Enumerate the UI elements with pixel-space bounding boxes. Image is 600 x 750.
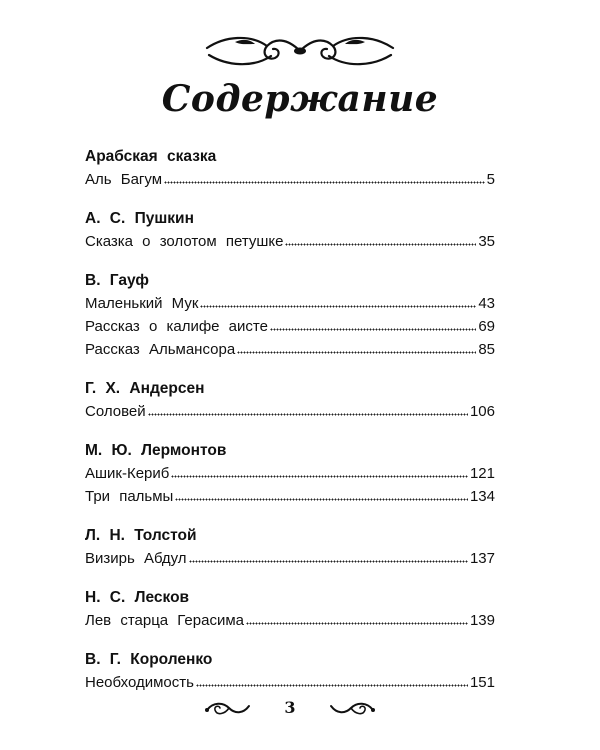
- entry-title: Визирь Абдул: [85, 550, 187, 567]
- section-author: В. Г. Короленко: [85, 651, 213, 668]
- entry-page: 121: [469, 465, 495, 482]
- entry-title: Три пальмы: [85, 488, 174, 505]
- dot-leader: [285, 242, 476, 246]
- toc-entry: [85, 338, 495, 361]
- entry-page: 134: [469, 488, 495, 505]
- entry-page: 137: [469, 550, 495, 567]
- section-author: Арабская сказка: [85, 148, 217, 165]
- entry-page: 69: [478, 318, 495, 335]
- section-author: Л. Н. Толстой: [85, 527, 197, 544]
- toc-section: [85, 378, 495, 423]
- table-of-contents: [85, 146, 495, 711]
- section-author: Н. С. Лесков: [85, 589, 190, 606]
- toc-entry: [85, 547, 495, 570]
- dot-leader: [164, 180, 485, 184]
- entry-title: Необходимость: [85, 674, 194, 691]
- right-swirl-ornament: [327, 694, 377, 722]
- dot-leader: [237, 350, 476, 354]
- entry-page: 35: [478, 233, 495, 250]
- toc-entry: [85, 315, 495, 338]
- toc-section: [85, 440, 495, 508]
- dot-leader: [171, 474, 468, 478]
- section-author: М. Ю. Лермонтов: [85, 442, 227, 459]
- entry-page: 106: [469, 403, 495, 420]
- dot-leader: [148, 412, 468, 416]
- section-author: Г. Х. Андерсен: [85, 380, 205, 397]
- entry-title: Рассказ Альмансора: [85, 341, 236, 358]
- entry-page: 5: [486, 171, 495, 188]
- entry-title: Сказка о золотом петушке: [85, 233, 284, 250]
- section-author: А. С. Пушкин: [85, 210, 194, 227]
- toc-section: [85, 587, 495, 632]
- toc-entry: [85, 485, 495, 508]
- entry-title: Ашик-Кериб: [85, 465, 170, 482]
- entry-title: Маленький Мук: [85, 295, 199, 312]
- dot-leader: [189, 559, 468, 563]
- toc-section: [85, 208, 495, 253]
- section-author: В. Гауф: [85, 272, 149, 289]
- toc-section: [85, 649, 495, 694]
- toc-section: [85, 270, 495, 361]
- toc-entry: [85, 168, 495, 191]
- toc-entry: [85, 292, 495, 315]
- page-number: 3: [284, 698, 296, 717]
- toc-entry: [85, 400, 495, 423]
- entry-title: Соловей: [85, 403, 146, 420]
- page-footer: [0, 690, 600, 730]
- dot-leader: [200, 304, 476, 308]
- dot-leader: [246, 621, 468, 625]
- top-flourish-ornament: [195, 28, 405, 74]
- dot-leader: [196, 683, 468, 687]
- dot-leader: [175, 497, 468, 501]
- page-title: Содержание: [161, 78, 439, 120]
- entry-title: Лев старца Герасима: [85, 612, 244, 629]
- entry-page: 43: [478, 295, 495, 312]
- left-swirl-ornament: [203, 694, 253, 722]
- toc-section: [85, 146, 495, 191]
- dot-leader: [270, 327, 476, 331]
- entry-title: Рассказ о калифе аисте: [85, 318, 268, 335]
- entry-page: 151: [469, 674, 495, 691]
- toc-section: [85, 525, 495, 570]
- toc-entry: [85, 230, 495, 253]
- entry-page: 139: [469, 612, 495, 629]
- toc-entry: [85, 609, 495, 632]
- entry-title: Аль Багум: [85, 171, 163, 188]
- toc-entry: [85, 462, 495, 485]
- entry-page: 85: [478, 341, 495, 358]
